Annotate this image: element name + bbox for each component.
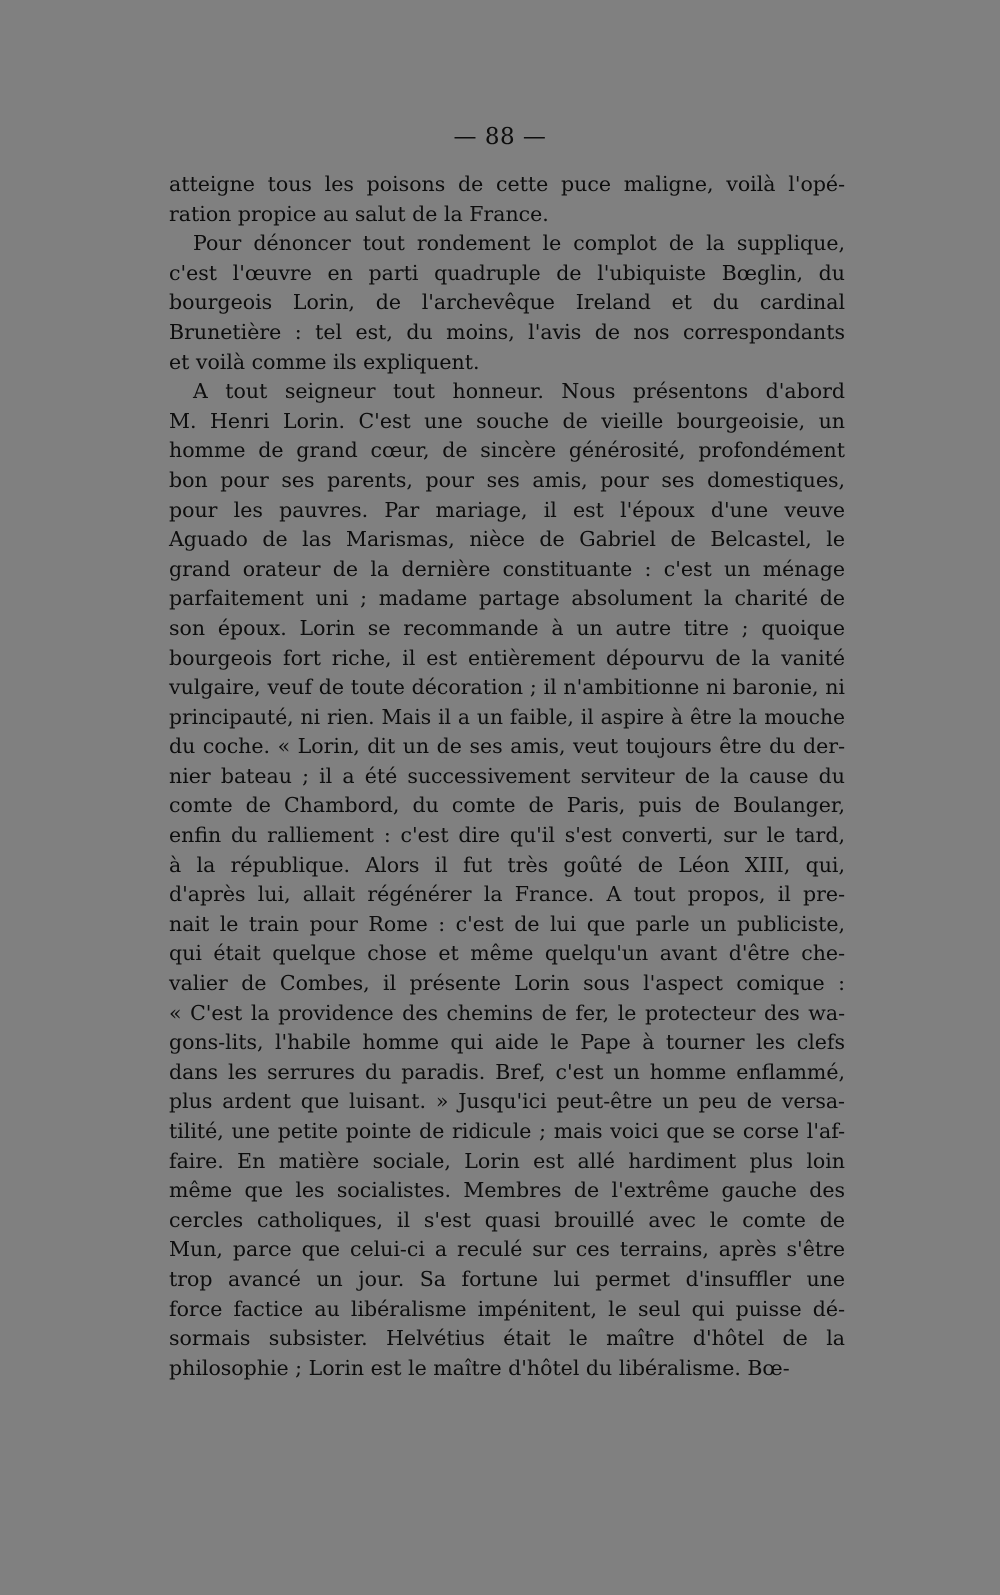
text-line: bourgeois Lorin, de l'archevêque Ireland et du cardinal [169, 290, 845, 315]
text-line: dans les serrures du paradis. Bref, c'est un homme enflammé, [169, 1059, 845, 1084]
text-line: Pour dénoncer tout rondement le complot de la supplique, [193, 231, 845, 256]
text-line: parfaitement uni ; madame partage absolument la charité de [169, 586, 845, 611]
text-line: bourgeois fort riche, il est entièrement dépourvu de la vanité [169, 645, 845, 670]
text-line: philosophie ; Lorin est le maître d'hôtel du libéralisme. Bœ- [169, 1355, 790, 1380]
text-line: et voilà comme ils expliquent. [169, 349, 480, 374]
body-text [169, 170, 845, 1383]
text-line: même que les socialistes. Membres de l'extrême gauche des [169, 1178, 845, 1203]
text-line: « C'est la providence des chemins de fer, le protecteur des wa- [169, 1000, 845, 1025]
text-line: tilité, une petite pointe de ridicule ; mais voici que se corse l'af- [169, 1119, 845, 1143]
text-line: du coche. « Lorin, dit un de ses amis, veut toujours être du der- [169, 734, 845, 759]
text-line: ration propice au salut de la France. [169, 201, 549, 226]
text-line: homme de grand cœur, de sincère générosité, profondément [169, 438, 845, 463]
text-line: principauté, ni rien. Mais il a un faible, il aspire à être la mouche [169, 704, 845, 729]
text-line: vulgaire, veuf de toute décoration ; il n'ambitionne ni baronie, ni [169, 675, 845, 700]
text-line: valier de Combes, il présente Lorin sous l'aspect comique : [169, 971, 845, 996]
text-line: Mun, parce que celui-ci a reculé sur ces terrains, après s'être [169, 1237, 845, 1262]
page-number: — 88 — [453, 124, 547, 150]
text-line: atteigne tous les poisons de cette puce maligne, voilà l'opé- [169, 172, 845, 196]
text-line: force factice au libéralisme impénitent, le seul qui puisse dé- [169, 1296, 845, 1321]
text-line: pour les pauvres. Par mariage, il est l'époux d'une veuve [169, 497, 845, 522]
text-line: M. Henri Lorin. C'est une souche de vieille bourgeoisie, un [169, 408, 845, 433]
text-line: bon pour ses parents, pour ses amis, pour ses domestiques, [169, 467, 845, 492]
text-line: gons-lits, l'habile homme qui aide le Pape à tourner les clefs [169, 1030, 845, 1055]
text-line: à la république. Alors il fut très goûté de Léon XIII, qui, [169, 852, 845, 877]
text-line: comte de Chambord, du comte de Paris, puis de Boulanger, [169, 793, 845, 818]
text-line: sormais subsister. Helvétius était le maître d'hôtel de la [169, 1326, 845, 1351]
text-line: A tout seigneur tout honneur. Nous présentons d'abord [193, 379, 845, 404]
text-line: d'après lui, allait régénérer la France. A tout propos, il pre- [169, 882, 845, 907]
text-line: Aguado de las Marismas, nièce de Gabriel de Belcastel, le [169, 527, 845, 552]
text-line: trop avancé un jour. Sa fortune lui permet d'insuffler une [169, 1266, 845, 1291]
text-line: plus ardent que luisant. » Jusqu'ici peut-être un peu de versa- [169, 1089, 845, 1114]
text-line: son époux. Lorin se recommande à un autre titre ; quoique [169, 615, 845, 640]
text-line: grand orateur de la dernière constituante : c'est un ménage [169, 556, 845, 581]
text-line: qui était quelque chose et même quelqu'un avant d'être che- [169, 941, 845, 966]
text-line: Brunetière : tel est, du moins, l'avis de nos correspondants [169, 319, 845, 344]
text-line: nait le train pour Rome : c'est de lui que parle un publiciste, [169, 911, 845, 936]
text-line: nier bateau ; il a été successivement serviteur de la cause du [169, 763, 845, 788]
text-line: cercles catholiques, il s'est quasi brouillé avec le comte de [169, 1207, 845, 1232]
text-line: enfin du ralliement : c'est dire qu'il s'est converti, sur le tard, [169, 823, 845, 848]
text-line: faire. En matière sociale, Lorin est allé hardiment plus loin [169, 1148, 845, 1173]
text-line: c'est l'œuvre en parti quadruple de l'ubiquiste Bœglin, du [169, 260, 845, 285]
